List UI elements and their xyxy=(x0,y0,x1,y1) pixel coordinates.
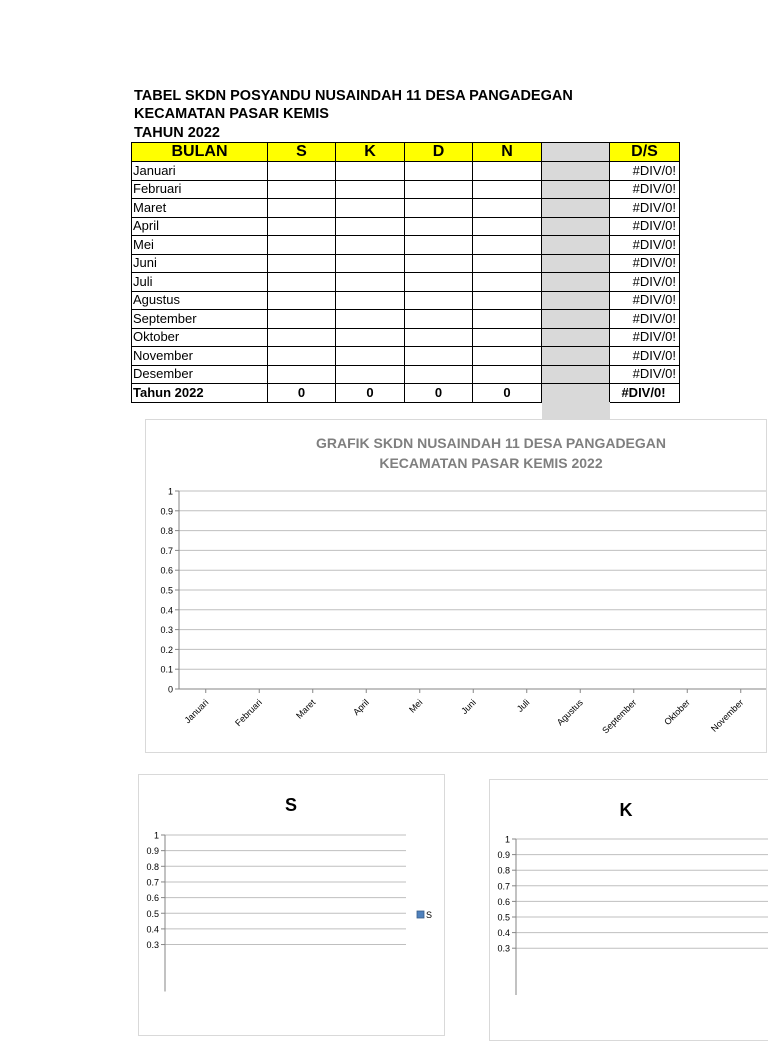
y-tick-label: 0.9 xyxy=(497,850,510,861)
ds-cell: #DIV/0! xyxy=(610,254,680,273)
header-s: S xyxy=(268,143,336,162)
total-gray xyxy=(542,384,610,403)
n-cell xyxy=(473,273,542,292)
total-row xyxy=(132,384,680,403)
bulan-cell: Januari xyxy=(132,162,268,181)
y-tick-label: 0 xyxy=(167,684,173,695)
ds-cell: #DIV/0! xyxy=(610,347,680,366)
bulan-cell: Oktober xyxy=(132,328,268,347)
bulan-cell: April xyxy=(132,217,268,236)
table-header-row xyxy=(132,143,680,162)
x-category-label: Maret xyxy=(294,697,318,721)
table-row xyxy=(132,199,680,218)
s-cell xyxy=(268,365,336,384)
header-d: D xyxy=(405,143,473,162)
s-cell xyxy=(268,347,336,366)
s-cell xyxy=(268,180,336,199)
total-n: 0 xyxy=(473,384,542,403)
k-cell xyxy=(336,236,405,255)
d-cell xyxy=(405,254,473,273)
y-tick-label: 0.1 xyxy=(160,664,173,675)
k-cell xyxy=(336,310,405,329)
y-tick-label: 0.6 xyxy=(497,896,510,907)
ds-cell: #DIV/0! xyxy=(610,236,680,255)
y-tick-label: 0.7 xyxy=(497,881,510,892)
table-row xyxy=(132,365,680,384)
n-cell xyxy=(473,328,542,347)
header-k: K xyxy=(336,143,405,162)
bulan-cell: Mei xyxy=(132,236,268,255)
ds-cell: #DIV/0! xyxy=(610,199,680,218)
y-tick-label: 0.6 xyxy=(146,893,159,904)
chart-title: K xyxy=(619,800,633,820)
n-cell xyxy=(473,217,542,236)
chart-title-line: GRAFIK SKDN NUSAINDAH 11 DESA PANGADEGAN xyxy=(315,435,667,451)
k-cell xyxy=(336,180,405,199)
table-row xyxy=(132,273,680,292)
ds-cell: #DIV/0! xyxy=(610,291,680,310)
gray-column-extension xyxy=(542,402,610,419)
s-cell xyxy=(268,273,336,292)
x-category-label: Februari xyxy=(233,697,264,729)
s-cell xyxy=(268,254,336,273)
ds-cell: #DIV/0! xyxy=(610,310,680,329)
n-cell xyxy=(473,180,542,199)
n-cell xyxy=(473,236,542,255)
k-cell xyxy=(336,199,405,218)
y-tick-label: 0.9 xyxy=(160,506,173,517)
total-ds: #DIV/0! xyxy=(610,384,680,403)
bulan-cell: Agustus xyxy=(132,291,268,310)
k-chart xyxy=(490,780,768,1040)
s-cell xyxy=(268,162,336,181)
d-cell xyxy=(405,291,473,310)
main-chart-box xyxy=(145,419,767,753)
gray-cell xyxy=(542,236,610,255)
total-k: 0 xyxy=(336,384,405,403)
gray-cell xyxy=(542,162,610,181)
y-tick-label: 0.8 xyxy=(160,526,173,537)
s-cell xyxy=(268,291,336,310)
header-bulan: BULAN xyxy=(132,143,268,162)
k-cell xyxy=(336,347,405,366)
y-tick-label: 0.7 xyxy=(146,877,159,888)
x-category-label: November xyxy=(708,697,746,734)
s-chart xyxy=(139,775,444,1035)
gray-cell xyxy=(542,199,610,218)
s-cell xyxy=(268,328,336,347)
k-cell xyxy=(336,217,405,236)
x-category-label: Mei xyxy=(407,697,425,715)
y-tick-label: 1 xyxy=(504,834,510,845)
s-chart-box xyxy=(138,774,445,1036)
x-category-label: April xyxy=(351,697,371,718)
header-gray-blank xyxy=(542,143,610,162)
ds-cell: #DIV/0! xyxy=(610,365,680,384)
s-cell xyxy=(268,236,336,255)
table-row xyxy=(132,162,680,181)
y-tick-label: 0.3 xyxy=(497,943,510,954)
k-cell xyxy=(336,291,405,310)
d-cell xyxy=(405,310,473,329)
header-ds: D/S xyxy=(610,143,680,162)
d-cell xyxy=(405,180,473,199)
y-tick-label: 0.7 xyxy=(160,545,173,556)
bulan-cell: November xyxy=(132,347,268,366)
n-cell xyxy=(473,254,542,273)
y-tick-label: 0.3 xyxy=(160,625,173,636)
gray-cell xyxy=(542,328,610,347)
y-tick-label: 0.6 xyxy=(160,565,173,576)
ds-cell: #DIV/0! xyxy=(610,328,680,347)
x-category-label: Agustus xyxy=(554,697,585,728)
gray-cell xyxy=(542,273,610,292)
s-cell xyxy=(268,310,336,329)
table-row xyxy=(132,180,680,199)
table-row xyxy=(132,310,680,329)
y-tick-label: 0.3 xyxy=(146,940,159,951)
n-cell xyxy=(473,347,542,366)
table-row xyxy=(132,254,680,273)
ds-cell: #DIV/0! xyxy=(610,180,680,199)
bulan-cell: Desember xyxy=(132,365,268,384)
k-cell xyxy=(336,273,405,292)
ds-cell: #DIV/0! xyxy=(610,273,680,292)
total-label: Tahun 2022 xyxy=(132,384,268,403)
k-cell xyxy=(336,162,405,181)
bulan-cell: Juli xyxy=(132,273,268,292)
bulan-cell: Februari xyxy=(132,180,268,199)
x-category-label: Januari xyxy=(182,697,211,726)
y-tick-label: 0.5 xyxy=(146,908,159,919)
table-row xyxy=(132,236,680,255)
table-row xyxy=(132,328,680,347)
legend-label: S xyxy=(426,910,433,920)
document-title-line-3: TAHUN 2022 xyxy=(134,125,220,141)
d-cell xyxy=(405,199,473,218)
x-category-label: Oktober xyxy=(662,697,692,728)
y-tick-label: 0.2 xyxy=(160,644,173,655)
gray-cell xyxy=(542,310,610,329)
d-cell xyxy=(405,236,473,255)
y-tick-label: 1 xyxy=(153,830,159,841)
gray-cell xyxy=(542,291,610,310)
k-cell xyxy=(336,365,405,384)
document-title-line-1: TABEL SKDN POSYANDU NUSAINDAH 11 DESA PANGADEGAN xyxy=(134,88,573,104)
bulan-cell: September xyxy=(132,310,268,329)
k-chart-box xyxy=(489,779,768,1041)
gray-cell xyxy=(542,365,610,384)
d-cell xyxy=(405,162,473,181)
gray-cell xyxy=(542,217,610,236)
bulan-cell: Maret xyxy=(132,199,268,218)
total-s: 0 xyxy=(268,384,336,403)
ds-cell: #DIV/0! xyxy=(610,217,680,236)
d-cell xyxy=(405,273,473,292)
x-category-label: Juli xyxy=(514,697,532,714)
gray-cell xyxy=(542,180,610,199)
y-tick-label: 0.5 xyxy=(160,585,173,596)
s-cell xyxy=(268,217,336,236)
header-n: N xyxy=(473,143,542,162)
y-tick-label: 0.5 xyxy=(497,912,510,923)
y-tick-label: 1 xyxy=(167,486,173,497)
n-cell xyxy=(473,199,542,218)
total-d: 0 xyxy=(405,384,473,403)
gray-cell xyxy=(542,347,610,366)
skdn-table xyxy=(131,142,680,403)
d-cell xyxy=(405,365,473,384)
table-row xyxy=(132,291,680,310)
d-cell xyxy=(405,217,473,236)
s-cell xyxy=(268,199,336,218)
y-tick-label: 0.8 xyxy=(497,865,510,876)
y-tick-label: 0.9 xyxy=(146,846,159,857)
y-tick-label: 0.4 xyxy=(146,924,159,935)
chart-title: S xyxy=(284,795,298,815)
n-cell xyxy=(473,291,542,310)
bulan-cell: Juni xyxy=(132,254,268,273)
n-cell xyxy=(473,365,542,384)
y-tick-label: 0.4 xyxy=(160,605,173,616)
table-row xyxy=(132,347,680,366)
legend-marker xyxy=(417,911,424,918)
y-tick-label: 0.8 xyxy=(146,861,159,872)
x-category-label: Juni xyxy=(459,697,478,717)
k-cell xyxy=(336,328,405,347)
chart-title-line: KECAMATAN PASAR KEMIS 2022 xyxy=(379,455,603,471)
d-cell xyxy=(405,328,473,347)
document-title-line-2: KECAMATAN PASAR KEMIS xyxy=(134,106,329,122)
k-cell xyxy=(336,254,405,273)
y-tick-label: 0.4 xyxy=(497,928,510,939)
ds-cell: #DIV/0! xyxy=(610,162,680,181)
n-cell xyxy=(473,310,542,329)
x-category-label: September xyxy=(600,697,639,736)
table-row xyxy=(132,217,680,236)
n-cell xyxy=(473,162,542,181)
main-skdn-chart xyxy=(146,420,766,752)
gray-cell xyxy=(542,254,610,273)
d-cell xyxy=(405,347,473,366)
